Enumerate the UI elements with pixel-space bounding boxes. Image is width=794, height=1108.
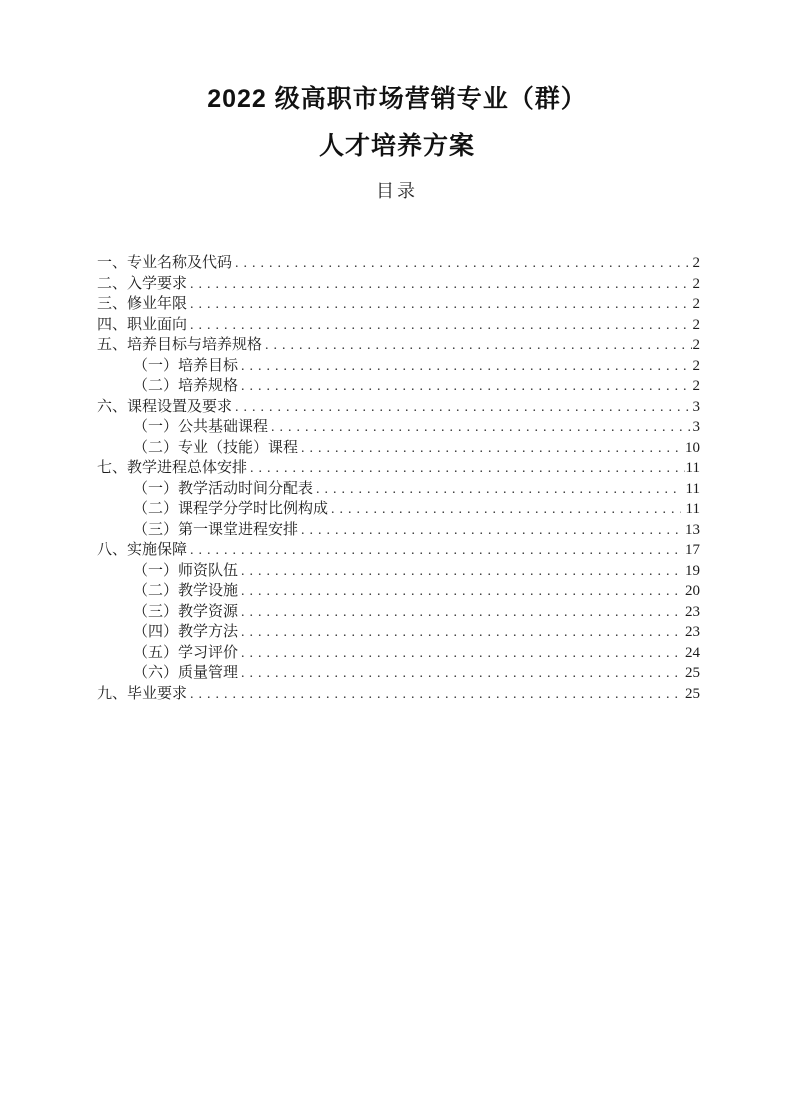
toc-entry: [97, 458, 700, 479]
toc-entry: [97, 643, 700, 664]
toc-entry-label: （三）第一课堂进程安排: [133, 521, 299, 538]
toc-leader-dots: [241, 622, 680, 644]
toc-leader-dots: [190, 294, 691, 316]
toc-entry: [97, 376, 700, 397]
toc-list: [97, 253, 700, 704]
toc-leader-dots: [241, 602, 680, 624]
toc-entry-page: 11: [685, 460, 700, 476]
toc-entry: [97, 561, 700, 582]
toc-entry-page: 2: [692, 337, 700, 353]
toc-entry-page: 2: [692, 255, 700, 271]
toc-leader-dots: [271, 417, 691, 439]
toc-entry: [97, 335, 700, 356]
toc-entry-page: 2: [692, 316, 700, 333]
toc-entry-label: 五、培养目标与培养规格: [97, 337, 263, 353]
toc-leader-dots: [241, 663, 680, 685]
toc-entry-page: 11: [681, 480, 700, 497]
document-title-line2: 人才培养方案: [318, 132, 475, 160]
toc-leader-dots: [250, 458, 685, 480]
toc-entry-label: （六）质量管理: [133, 665, 239, 681]
toc-entry-page: 23: [681, 624, 700, 640]
toc-entry-label: 四、职业面向: [97, 316, 188, 333]
toc-entry: [97, 356, 700, 377]
toc-leader-dots: [316, 479, 681, 501]
toc-leader-dots: [241, 561, 680, 583]
toc-entry-label: （二）专业（技能）课程: [133, 439, 299, 456]
toc-entry-label: 六、课程设置及要求: [97, 398, 233, 415]
toc-entry-page: 25: [685, 685, 700, 702]
toc-entry-label: （一）教学活动时间分配表: [133, 480, 314, 497]
toc-leader-dots: [190, 540, 684, 562]
toc-entry: [97, 499, 700, 520]
toc-entry-label: （四）教学方法: [133, 624, 239, 640]
title-block: [0, 0, 794, 201]
toc-entry-label: （一）培养目标: [133, 357, 239, 374]
toc-heading: 目录: [376, 181, 418, 201]
document-title-line1: 2022 级高职市场营销专业（群）: [207, 85, 587, 113]
toc-entry-label: （三）教学资源: [133, 603, 239, 620]
toc-entry-label: 九、毕业要求: [97, 685, 188, 702]
toc-entry-page: 3: [692, 419, 700, 435]
toc-entry-page: 25: [681, 665, 700, 681]
toc-entry-page: 24: [681, 644, 700, 661]
toc-entry-label: （五）学习评价: [133, 644, 239, 661]
toc-leader-dots: [190, 274, 691, 296]
toc-leader-dots: [265, 335, 691, 357]
toc-entry: [97, 397, 700, 418]
toc-entry: [97, 602, 700, 623]
toc-entry: [97, 520, 700, 541]
toc-leader-dots: [241, 581, 680, 603]
toc-entry: [97, 438, 700, 459]
toc-entry-label: 二、入学要求: [97, 275, 188, 292]
toc-entry-page: 17: [685, 542, 700, 558]
toc-entry-label: 一、专业名称及代码: [97, 255, 233, 271]
toc-entry-page: 2: [692, 378, 700, 394]
toc-entry-label: （二）教学设施: [133, 583, 239, 599]
toc-leader-dots: [241, 376, 691, 398]
toc-entry-page: 20: [681, 583, 700, 599]
toc-entry-page: 2: [692, 296, 700, 312]
toc-entry: [97, 253, 700, 274]
toc-leader-dots: [235, 253, 691, 275]
toc-leader-dots: [301, 520, 680, 542]
toc-entry-page: 23: [681, 603, 700, 620]
toc-entry-label: 八、实施保障: [97, 542, 188, 558]
toc-entry-label: （二）培养规格: [133, 378, 239, 394]
toc-entry-page: 2: [692, 275, 700, 292]
toc-leader-dots: [190, 684, 684, 706]
toc-entry-page: 19: [681, 562, 700, 579]
toc-entry-page: 2: [692, 357, 700, 374]
toc-entry: [97, 622, 700, 643]
toc-entry-page: 3: [692, 398, 700, 415]
toc-entry-label: （二）课程学分学时比例构成: [133, 501, 329, 517]
toc-entry-page: 13: [681, 521, 700, 538]
toc-entry: [97, 581, 700, 602]
toc-entry: [97, 684, 700, 705]
toc-entry: [97, 540, 700, 561]
toc-entry: [97, 294, 700, 315]
toc-entry-label: （一）师资队伍: [133, 562, 239, 579]
toc-leader-dots: [331, 499, 681, 521]
toc-entry: [97, 479, 700, 500]
toc-leader-dots: [190, 315, 691, 337]
toc-entry-label: 七、教学进程总体安排: [97, 460, 248, 476]
toc-leader-dots: [241, 643, 680, 665]
toc-entry-label: （一）公共基础课程: [133, 419, 269, 435]
toc-entry: [97, 315, 700, 336]
toc-leader-dots: [235, 397, 691, 419]
toc-leader-dots: [301, 438, 684, 460]
toc-entry-page: 11: [681, 501, 700, 517]
toc-leader-dots: [241, 356, 691, 378]
toc-entry-page: 10: [685, 439, 700, 456]
toc-entry-label: 三、修业年限: [97, 296, 188, 312]
toc-entry: [97, 274, 700, 295]
toc-entry: [97, 663, 700, 684]
toc-entry: [97, 417, 700, 438]
